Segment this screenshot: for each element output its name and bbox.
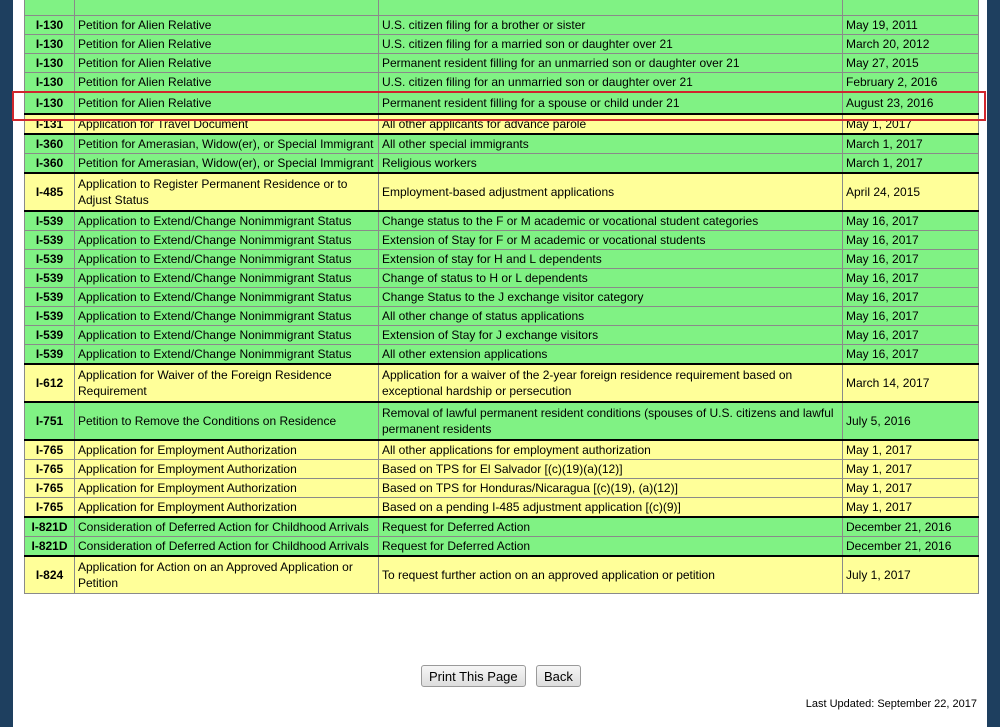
table-row bbox=[25, 364, 979, 402]
classification: Permanent resident filling for a spouse or child under 21 bbox=[379, 92, 843, 115]
form-number: I-360 bbox=[25, 154, 75, 174]
form-number: I-765 bbox=[25, 479, 75, 498]
processing-date: February 2, 2016 bbox=[843, 73, 979, 92]
classification: Extension of Stay for F or M academic or vocational students bbox=[379, 231, 843, 250]
classification: Employment-based adjustment applications bbox=[379, 173, 843, 211]
form-title: Application to Extend/Change Nonimmigrant Status bbox=[75, 269, 379, 288]
table-row bbox=[25, 537, 979, 557]
form-number: I-765 bbox=[25, 498, 75, 518]
processing-date: May 1, 2017 bbox=[843, 498, 979, 518]
form-title: Application for Travel Document bbox=[75, 114, 379, 134]
back-button[interactable]: Back bbox=[536, 665, 581, 687]
table-row bbox=[25, 211, 979, 231]
form-title: Application to Extend/Change Nonimmigrant Status bbox=[75, 211, 379, 231]
classification: Extension of stay for H and L dependents bbox=[379, 250, 843, 269]
table-row bbox=[25, 307, 979, 326]
processing-date: May 27, 2015 bbox=[843, 54, 979, 73]
processing-date: May 1, 2017 bbox=[843, 114, 979, 134]
print-page-button[interactable]: Print This Page bbox=[421, 665, 526, 687]
form-number bbox=[25, 0, 75, 16]
form-title: Application for Employment Authorization bbox=[75, 460, 379, 479]
form-number: I-485 bbox=[25, 173, 75, 211]
form-title: Consideration of Deferred Action for Childhood Arrivals bbox=[75, 517, 379, 537]
form-number: I-130 bbox=[25, 92, 75, 115]
table-row bbox=[25, 73, 979, 92]
form-title: Petition for Amerasian, Widow(er), or Special Immigrant bbox=[75, 154, 379, 174]
table-row bbox=[25, 345, 979, 365]
table-row bbox=[25, 173, 979, 211]
form-title: Application to Register Permanent Residence or to Adjust Status bbox=[75, 173, 379, 211]
classification: All other change of status applications bbox=[379, 307, 843, 326]
processing-date: August 23, 2016 bbox=[843, 92, 979, 115]
form-title: Application to Extend/Change Nonimmigrant Status bbox=[75, 307, 379, 326]
classification: U.S. citizen filing for a married son or daughter over 21 bbox=[379, 35, 843, 54]
classification: Change Status to the J exchange visitor category bbox=[379, 288, 843, 307]
table-row bbox=[25, 517, 979, 537]
form-title: Petition to Remove the Conditions on Residence bbox=[75, 402, 379, 440]
table-row bbox=[25, 54, 979, 73]
form-title: Application to Extend/Change Nonimmigrant Status bbox=[75, 250, 379, 269]
processing-date: May 16, 2017 bbox=[843, 231, 979, 250]
form-title: Application for Employment Authorization bbox=[75, 479, 379, 498]
table-row bbox=[25, 231, 979, 250]
classification: Religious workers bbox=[379, 154, 843, 174]
classification: Extension of Stay for J exchange visitors bbox=[379, 326, 843, 345]
processing-date: December 21, 2016 bbox=[843, 517, 979, 537]
classification: Change of status to H or L dependents bbox=[379, 269, 843, 288]
classification: Based on TPS for Honduras/Nicaragua [(c)(19), (a)(12)] bbox=[379, 479, 843, 498]
form-number: I-360 bbox=[25, 134, 75, 154]
classification: U.S. citizen filing for a brother or sister bbox=[379, 16, 843, 35]
processing-date: May 19, 2011 bbox=[843, 16, 979, 35]
form-number: I-539 bbox=[25, 269, 75, 288]
processing-date: May 1, 2017 bbox=[843, 460, 979, 479]
form-number: I-765 bbox=[25, 440, 75, 460]
classification: Based on TPS for El Salvador [(c)(19)(a)(12)] bbox=[379, 460, 843, 479]
processing-date bbox=[843, 0, 979, 16]
processing-date: April 24, 2015 bbox=[843, 173, 979, 211]
table-row bbox=[25, 288, 979, 307]
processing-date: May 16, 2017 bbox=[843, 326, 979, 345]
processing-date: July 1, 2017 bbox=[843, 556, 979, 594]
form-number: I-130 bbox=[25, 16, 75, 35]
classification: U.S. citizen filing for an unmarried son or daughter over 21 bbox=[379, 73, 843, 92]
last-updated-text: Last Updated: September 22, 2017 bbox=[805, 698, 977, 710]
classification: Request for Deferred Action bbox=[379, 517, 843, 537]
form-number: I-130 bbox=[25, 54, 75, 73]
form-title: Consideration of Deferred Action for Childhood Arrivals bbox=[75, 537, 379, 557]
form-title: Application to Extend/Change Nonimmigrant Status bbox=[75, 326, 379, 345]
form-title bbox=[75, 0, 379, 16]
form-title: Petition for Alien Relative bbox=[75, 92, 379, 115]
form-title: Petition for Alien Relative bbox=[75, 35, 379, 54]
table-row bbox=[25, 498, 979, 518]
processing-date: March 1, 2017 bbox=[843, 134, 979, 154]
form-number: I-130 bbox=[25, 35, 75, 54]
form-number: I-539 bbox=[25, 307, 75, 326]
form-title: Application to Extend/Change Nonimmigrant Status bbox=[75, 345, 379, 365]
form-number: I-612 bbox=[25, 364, 75, 402]
classification: Request for Deferred Action bbox=[379, 537, 843, 557]
table-row bbox=[25, 154, 979, 174]
form-title: Petition for Alien Relative bbox=[75, 54, 379, 73]
classification: All other applicants for advance parole bbox=[379, 114, 843, 134]
form-number: I-131 bbox=[25, 114, 75, 134]
form-title: Application for Waiver of the Foreign Residence Requirement bbox=[75, 364, 379, 402]
processing-date: December 21, 2016 bbox=[843, 537, 979, 557]
table-row bbox=[25, 269, 979, 288]
form-number: I-539 bbox=[25, 231, 75, 250]
table-row bbox=[25, 326, 979, 345]
table-row bbox=[25, 460, 979, 479]
classification: All other applications for employment authorization bbox=[379, 440, 843, 460]
processing-date: May 16, 2017 bbox=[843, 307, 979, 326]
classification: Removal of lawful permanent resident conditions (spouses of U.S. citizens and lawful permanent residents bbox=[379, 402, 843, 440]
form-number: I-539 bbox=[25, 345, 75, 365]
table-row bbox=[25, 134, 979, 154]
form-number: I-821D bbox=[25, 537, 75, 557]
processing-times-table bbox=[24, 0, 979, 594]
table-row bbox=[25, 556, 979, 594]
form-number: I-539 bbox=[25, 288, 75, 307]
classification: Change status to the F or M academic or vocational student categories bbox=[379, 211, 843, 231]
form-number: I-821D bbox=[25, 517, 75, 537]
processing-date: May 16, 2017 bbox=[843, 250, 979, 269]
table-row bbox=[25, 440, 979, 460]
row-highlight-box bbox=[12, 91, 986, 121]
processing-date: March 1, 2017 bbox=[843, 154, 979, 174]
classification: Based on a pending I-485 adjustment application [(c)(9)] bbox=[379, 498, 843, 518]
processing-date: July 5, 2016 bbox=[843, 402, 979, 440]
form-title: Application for Employment Authorization bbox=[75, 498, 379, 518]
form-title: Application to Extend/Change Nonimmigrant Status bbox=[75, 231, 379, 250]
form-number: I-539 bbox=[25, 250, 75, 269]
form-title: Petition for Amerasian, Widow(er), or Special Immigrant bbox=[75, 134, 379, 154]
processing-date: May 16, 2017 bbox=[843, 269, 979, 288]
table-row bbox=[25, 402, 979, 440]
form-title: Petition for Alien Relative bbox=[75, 73, 379, 92]
table-row bbox=[25, 16, 979, 35]
classification: To request further action on an approved application or petition bbox=[379, 556, 843, 594]
form-number: I-824 bbox=[25, 556, 75, 594]
processing-date: May 16, 2017 bbox=[843, 345, 979, 365]
form-number: I-539 bbox=[25, 211, 75, 231]
form-number: I-130 bbox=[25, 73, 75, 92]
processing-date: May 16, 2017 bbox=[843, 288, 979, 307]
classification: All other special immigrants bbox=[379, 134, 843, 154]
processing-date: March 14, 2017 bbox=[843, 364, 979, 402]
classification: All other extension applications bbox=[379, 345, 843, 365]
form-number: I-765 bbox=[25, 460, 75, 479]
processing-date: March 20, 2012 bbox=[843, 35, 979, 54]
form-number: I-539 bbox=[25, 326, 75, 345]
form-title: Application for Action on an Approved Application or Petition bbox=[75, 556, 379, 594]
form-number: I-751 bbox=[25, 402, 75, 440]
processing-date: May 1, 2017 bbox=[843, 479, 979, 498]
processing-date: May 16, 2017 bbox=[843, 211, 979, 231]
table-row bbox=[25, 0, 979, 16]
table-row bbox=[25, 479, 979, 498]
form-title: Application for Employment Authorization bbox=[75, 440, 379, 460]
classification: Permanent resident filling for an unmarried son or daughter over 21 bbox=[379, 54, 843, 73]
form-title: Petition for Alien Relative bbox=[75, 16, 379, 35]
table-row bbox=[25, 35, 979, 54]
classification: Application for a waiver of the 2-year foreign residence requirement based on exceptional hardship or persecution bbox=[379, 364, 843, 402]
processing-date: May 1, 2017 bbox=[843, 440, 979, 460]
table-row bbox=[25, 250, 979, 269]
classification bbox=[379, 0, 843, 16]
form-title: Application to Extend/Change Nonimmigrant Status bbox=[75, 288, 379, 307]
